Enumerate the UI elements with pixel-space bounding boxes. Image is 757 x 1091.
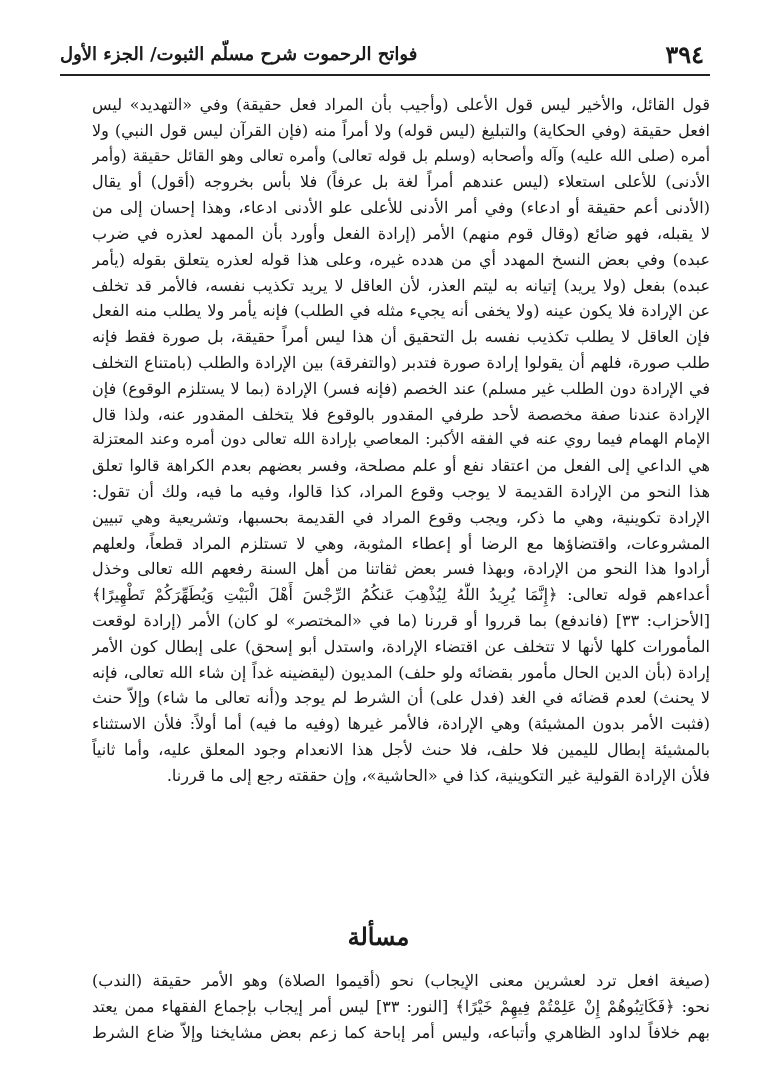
- text-line: المشروعات، واقتضاؤها مع الرضا أو إعطاء المثوبة، وهي لا تستلزم المراد قطعاً، ولعلهم: [92, 533, 710, 553]
- text-line: نحو: ﴿فَكَاتِبُوهُمْ إِنْ عَلِمْتُمْ فِيهِمْ خَيْرًا﴾ [النور: ٣٣] ليس أمر إيجاب بإجماع الفقهاء ممن يعتد: [92, 996, 710, 1016]
- commentary-body: [92, 92, 710, 789]
- section-body: [92, 968, 710, 1045]
- page-header: [60, 38, 710, 74]
- text-line: أعداءهم قوله تعالى: ﴿إِنَّمَا يُرِيدُ اللَّهُ لِيُذْهِبَ عَنكُمُ الرِّجْسَ أَهْلَ الْبَيْتِ وَيُطَهِّرَكُمْ تَطْهِيرًا﴾: [92, 585, 710, 605]
- running-title: فواتح الرحموت شرح مسلّم الثبوت/ الجزء الأول: [60, 44, 418, 65]
- text-line: افعل حقيقة (وفي الحكاية) والتبليغ (ليس قوله) ولا أمراً منه (فإن القرآن ليس قول النبي) ولا: [92, 120, 710, 140]
- text-line: لا يقبله، فهو ضائع (وقال قوم منهم) الأمر (إرادة الفعل وأورد بأن الممهد لعذره في ضرب: [92, 223, 710, 243]
- text-line: قول القائل، والأخير ليس قول الأعلى (وأجيب بأن المراد فعل حقيقة) وفي «التهديد» ليس: [92, 95, 710, 114]
- text-line: الإمام الهمام فيما روي عنه في الفقه الأكبر: المعاصي بإرادة الله تعالى دون أمره وعند المعتزلة: [92, 430, 710, 449]
- text-line: عن الإرادة فلا يكون عينه (ولا يخفى أنه يجيء مثله في الطلب) فإنه يأمر ولا يطلب منه الفعل: [92, 301, 710, 321]
- text-line: عبده) بفعل (ولا يريد) إتيانه به ليتم العذر، لأن العاقل لا يريد تكذيب نفسه، فالأمر قد تخلف: [92, 275, 710, 295]
- text-line: أرادوا هذا النحو من الإرادة، وبهذا فسر بعض ثقاتنا من أهل السنة رفعهم الله تعالى وخذل: [92, 559, 710, 579]
- page-number: ٣٩٤: [665, 40, 704, 69]
- text-line: إرادة (بأن الدين الحال مأمور بقضائه ولو حلف) المديون (ليقضينه غداً إن شاء الله تعالى، فإنه: [92, 662, 710, 682]
- section-heading: مسألة: [347, 922, 410, 951]
- text-line: (فثبت الأمر بدون المشيئة) وهي الإرادة، فالأمر غيرها (وفيه ما فيه) أما أولاً: فلأن الاستثناء: [92, 714, 710, 734]
- text-line: هي الداعي إلى الفعل من اعتقاد نفع أو علم مصلحة، وفسر بعضهم بعدم الكراهة قالوا تعلق: [92, 456, 710, 476]
- text-line: فلأن الإرادة القولية غير التكوينية، كذا في «الحاشية»، وإن حققته رجع إلى ما قررنا.: [166, 765, 710, 785]
- text-line: في الإرادة دون الطلب غير مسلم) عند الخصم (فإنه فسر) الإرادة (بما لا يستلزم الوقوع) فإن: [92, 378, 710, 398]
- text-line: أمره (صلى الله عليه) وآله وأصحابه (وسلم بل قوله تعالى) وأمره تعالى وهو القائل حقيقة (وأمر: [92, 146, 710, 165]
- text-line: المأمورات كلها لأنها لا تتخلف عن اقتضاء الإرادة، واستدل أبو إسحق) على إبطال كون الأمر: [92, 636, 710, 656]
- text-line: بالمشيئة إبطال لليمين فلا حلف، فلا حنث لأجل هذا الانعدام وجود المعلق عليه، وأما ثانياً: [92, 739, 710, 759]
- text-line: لا يحنث) لعدم قضائه في الغد (فدل على) أن الشرط لم يوجد و(أنه تعالى ما شاء) وإلاّ حنث: [92, 688, 710, 708]
- header-rule: [60, 74, 710, 76]
- text-line: الإرادة تكوينية، وهي ما ذكر، ويجب وقوع المراد في القديمة بحسبها، وتشريعية وهي تبيين: [92, 507, 710, 527]
- text-line: عبده) وفي بعض النسخ المهدد أي من هدده غيره، وعلى هذا قوله لعذره يتعلق بقوله (يأمر: [92, 249, 710, 269]
- text-line: (صيغة افعل ترد لعشرين معنى الإيجاب) نحو (أقيموا الصلاة) وهو الأمر حقيقة (الندب): [92, 971, 710, 990]
- text-line: فإن العاقل لا يطلب تكذيب نفسه بل التحقيق أن هذا ليس أمراً حقيقة، بل صورة فقط فإنه: [92, 327, 710, 347]
- text-line: (الأدنى أعم حقيقة أو ادعاء) وفي أمر الأدنى للأعلى علو الأدنى ادعاء، وهذا إحسان إلى من: [92, 198, 710, 218]
- text-line: هذا النحو من الإرادة القديمة لا يوجب وقوع المراد، كذا قالوا، وفيه ما فيه، ولك أن تقول:: [92, 481, 710, 501]
- text-line: طلب صورة، فلهم أن يقولوا إرادة صورة فتدبر (والتفرقة) بين الإرادة والطلب (بامتناع التخلف: [92, 352, 710, 372]
- text-line: [الأحزاب: ٣٣] (فاندفع) بما قرروا أو قررنا (ما في «المختصر» لو كان) الأمر (إرادة لوقعت: [92, 610, 710, 630]
- text-line: الأدنى) للأعلى استعلاء (ليس عندهم أمراً لغة بل عرفاً) فلا بأس بخروجه (أقول) أو يقال: [92, 172, 710, 192]
- text-line: بهم خلافاً لداود الظاهري وأتباعه، وليس أمر إباحة كما زعم بعض مشايخنا وإلاّ ضاع الشرط: [92, 1022, 710, 1042]
- text-line: الإرادة عندنا صفة مخصصة لأحد طرفي المقدور بالوقوع فلا يتخلف المقدور عنه، ولذا قال: [92, 404, 710, 424]
